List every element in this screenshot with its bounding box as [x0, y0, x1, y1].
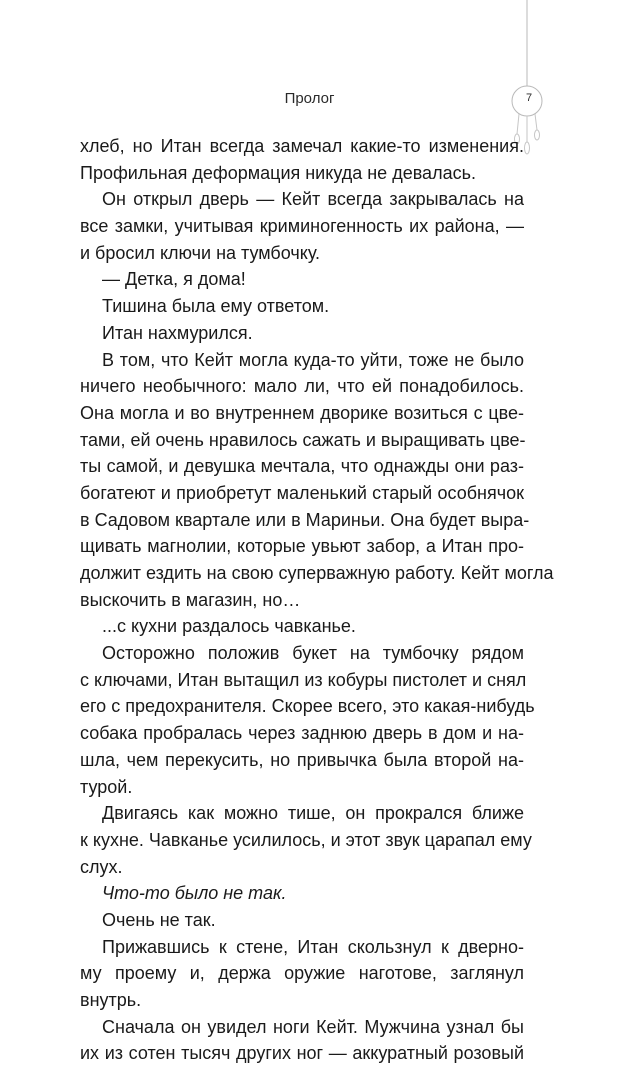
text-line: В том, что Кейт могла куда-то уйти, тоже не было	[102, 349, 524, 370]
text-line: шла, чем перекусить, но привычка была второй на-	[80, 749, 524, 770]
text-line: должит ездить на свою суперважную работу. Кейт могла	[80, 563, 554, 583]
text-line: к кухне. Чавканье усилилось, и этот звук царапал ему	[80, 829, 532, 850]
text-line: щивать магнолии, которые увьют забор, а Итан про-	[80, 536, 524, 557]
running-head: Пролог	[284, 90, 335, 107]
text-line: Профильная деформация никуда не девалась.	[80, 162, 476, 183]
text-line: ничего необычного: мало ли, что ей понадобилось.	[80, 376, 524, 397]
text-line: его с предохранителя. Скорее всего, это какая-нибудь	[80, 696, 535, 717]
text-line: Она могла и во внутреннем дворике возиться с цве-	[80, 402, 524, 423]
text-line: все замки, учитывая криминогенность их района, —	[80, 216, 524, 237]
text-line: и бросил ключи на тумбочку.	[80, 242, 321, 263]
text-line: Прижавшись к стене, Итан скользнул к дверно-	[102, 936, 524, 957]
text-line: Итан нахмурился.	[102, 322, 253, 343]
text-line: Что-то было не так.	[102, 883, 287, 904]
text-line: богатеют и приобретут маленький старый особнячок	[80, 482, 524, 503]
text-line: выскочить в магазин, но…	[80, 589, 301, 610]
page-number: 7	[525, 92, 533, 104]
text-line: турой.	[80, 776, 133, 797]
text-line: с ключами, Итан вытащил из кобуры пистолет и снял	[80, 669, 527, 690]
text-line: — Детка, я дома!	[102, 269, 246, 290]
text-line: Очень не так.	[102, 909, 216, 930]
text-line: в Садовом квартале или в Мариньи. Она будет выра-	[80, 509, 530, 530]
text-line: му проему и, держа оружие наготове, заглянул	[80, 963, 524, 984]
text-line: хлеб, но Итан всегда замечал какие-то изменения.	[80, 136, 524, 156]
text-line: их из сотен тысяч других ног — аккуратный розовый	[80, 1043, 524, 1064]
text-line: Он открыл дверь — Кейт всегда закрывалась на	[102, 189, 524, 210]
text-line: Сначала он увидел ноги Кейт. Мужчина узнал бы	[102, 1016, 524, 1037]
text-line: ты самой, и девушка мечтала, что однажды они раз-	[80, 456, 524, 477]
body-text	[80, 133, 554, 1067]
text-line: слух.	[80, 856, 123, 877]
text-line: тами, ей очень нравилось сажать и выращивать цве-	[80, 429, 526, 450]
text-line: собака пробралась через заднюю дверь в дом и на-	[80, 723, 524, 744]
text-line: Осторожно положив букет на тумбочку рядом	[102, 643, 524, 664]
text-line: ...с кухни раздалось чавканье.	[102, 616, 356, 637]
text-line: Двигаясь как можно тише, он прокрался ближе	[102, 803, 524, 824]
text-line: внутрь.	[80, 990, 142, 1010]
text-line: Тишина была ему ответом.	[102, 296, 330, 317]
